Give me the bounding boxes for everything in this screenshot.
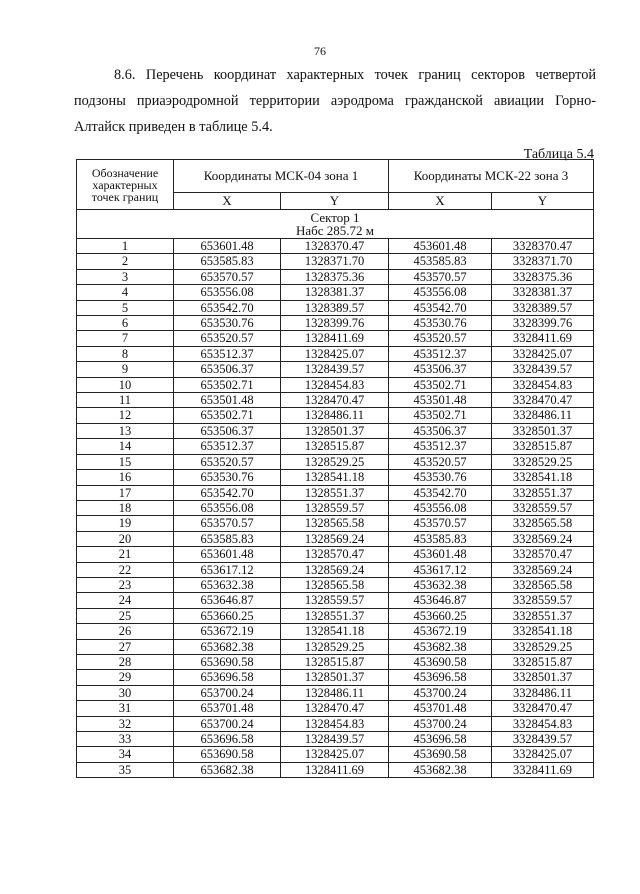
cell-point-number: 26 — [77, 624, 174, 639]
cell-point-number: 5 — [77, 300, 174, 315]
cell-point-number: 31 — [77, 701, 174, 716]
cell-msk22-y: 3328486.11 — [492, 408, 594, 423]
cell-msk04-x: 653660.25 — [174, 608, 281, 623]
table-row — [77, 300, 594, 315]
cell-msk04-x: 653512.37 — [174, 346, 281, 361]
cell-msk04-x: 653512.37 — [174, 439, 281, 454]
cell-msk04-x: 653682.38 — [174, 639, 281, 654]
cell-point-number: 21 — [77, 547, 174, 562]
cell-msk04-y: 1328454.83 — [281, 377, 389, 392]
cell-msk04-y: 1328515.87 — [281, 654, 389, 669]
cell-msk04-y: 1328399.76 — [281, 316, 389, 331]
cell-msk22-y: 3328371.70 — [492, 254, 594, 269]
cell-msk04-x: 653502.71 — [174, 377, 281, 392]
cell-point-number: 19 — [77, 516, 174, 531]
cell-msk22-y: 3328381.37 — [492, 285, 594, 300]
cell-msk22-y: 3328389.57 — [492, 300, 594, 315]
cell-msk22-x: 453585.83 — [389, 254, 492, 269]
table-row — [77, 531, 594, 546]
cell-msk22-x: 453542.70 — [389, 300, 492, 315]
cell-msk22-y: 3328501.37 — [492, 423, 594, 438]
cell-msk04-y: 1328569.24 — [281, 562, 389, 577]
cell-point-number: 35 — [77, 762, 174, 777]
table-row — [77, 254, 594, 269]
cell-msk04-y: 1328570.47 — [281, 547, 389, 562]
cell-msk04-x: 653696.58 — [174, 670, 281, 685]
cell-msk22-x: 453512.37 — [389, 346, 492, 361]
cell-msk22-x: 453682.38 — [389, 762, 492, 777]
cell-msk04-y: 1328501.37 — [281, 670, 389, 685]
cell-msk22-x: 453556.08 — [389, 500, 492, 515]
cell-msk22-y: 3328515.87 — [492, 654, 594, 669]
cell-msk22-x: 453520.57 — [389, 331, 492, 346]
cell-msk22-x: 453506.37 — [389, 423, 492, 438]
cell-msk22-x: 453696.58 — [389, 670, 492, 685]
sector-cell — [77, 210, 594, 239]
cell-msk04-x: 653646.87 — [174, 593, 281, 608]
cell-msk04-y: 1328439.57 — [281, 362, 389, 377]
cell-point-number: 14 — [77, 439, 174, 454]
cell-msk22-y: 3328501.37 — [492, 670, 594, 685]
cell-msk04-y: 1328541.18 — [281, 470, 389, 485]
cell-msk22-y: 3328425.07 — [492, 346, 594, 361]
cell-msk22-x: 453617.12 — [389, 562, 492, 577]
cell-msk04-y: 1328565.58 — [281, 577, 389, 592]
cell-msk22-x: 453506.37 — [389, 362, 492, 377]
table-row — [77, 346, 594, 361]
table-row — [77, 423, 594, 438]
cell-point-number: 12 — [77, 408, 174, 423]
cell-msk22-x: 453502.71 — [389, 408, 492, 423]
cell-msk22-y: 3328541.18 — [492, 470, 594, 485]
cell-msk04-y: 1328425.07 — [281, 747, 389, 762]
cell-msk04-y: 1328454.83 — [281, 716, 389, 731]
cell-msk22-y: 3328470.47 — [492, 393, 594, 408]
cell-point-number: 3 — [77, 269, 174, 284]
cell-msk22-y: 3328454.83 — [492, 716, 594, 731]
table-row — [77, 547, 594, 562]
cell-msk22-x: 453501.48 — [389, 393, 492, 408]
cell-msk04-y: 1328569.24 — [281, 531, 389, 546]
cell-msk22-x: 453570.57 — [389, 269, 492, 284]
cell-msk04-x: 653585.83 — [174, 254, 281, 269]
table-row — [77, 716, 594, 731]
cell-msk22-x: 453646.87 — [389, 593, 492, 608]
cell-msk04-y: 1328381.37 — [281, 285, 389, 300]
cell-point-number: 20 — [77, 531, 174, 546]
table-row — [77, 470, 594, 485]
cell-msk04-y: 1328529.25 — [281, 454, 389, 469]
cell-msk22-x: 453556.08 — [389, 285, 492, 300]
cell-msk22-y: 3328370.47 — [492, 239, 594, 254]
table-row — [77, 485, 594, 500]
cell-msk22-x: 453530.76 — [389, 470, 492, 485]
cell-msk22-y: 3328551.37 — [492, 485, 594, 500]
cell-msk22-x: 453690.58 — [389, 747, 492, 762]
cell-msk22-x: 453601.48 — [389, 547, 492, 562]
cell-msk22-x: 453585.83 — [389, 531, 492, 546]
cell-msk22-x: 453672.19 — [389, 624, 492, 639]
cell-msk22-x: 453632.38 — [389, 577, 492, 592]
cell-msk22-y: 3328411.69 — [492, 762, 594, 777]
table-row — [77, 593, 594, 608]
cell-point-number: 28 — [77, 654, 174, 669]
table-row — [77, 439, 594, 454]
cell-msk04-x: 653701.48 — [174, 701, 281, 716]
table-row — [77, 500, 594, 515]
cell-msk04-y: 1328565.58 — [281, 516, 389, 531]
cell-msk04-x: 653700.24 — [174, 685, 281, 700]
cell-point-number: 16 — [77, 470, 174, 485]
cell-msk22-y: 3328565.58 — [492, 577, 594, 592]
cell-msk22-y: 3328375.36 — [492, 269, 594, 284]
cell-msk22-y: 3328486.11 — [492, 685, 594, 700]
cell-msk04-x: 653530.76 — [174, 316, 281, 331]
cell-msk04-y: 1328389.57 — [281, 300, 389, 315]
coordinates-table — [76, 159, 594, 778]
table-caption: Таблица 5.4 — [523, 147, 594, 162]
cell-msk22-y: 3328569.24 — [492, 531, 594, 546]
cell-msk04-x: 653601.48 — [174, 547, 281, 562]
header-msk04-x: X — [174, 193, 281, 210]
cell-msk22-y: 3328559.57 — [492, 593, 594, 608]
cell-msk04-y: 1328375.36 — [281, 269, 389, 284]
table-row — [77, 239, 594, 254]
cell-point-number: 22 — [77, 562, 174, 577]
cell-msk22-y: 3328411.69 — [492, 331, 594, 346]
cell-msk04-x: 653682.38 — [174, 762, 281, 777]
cell-point-number: 7 — [77, 331, 174, 346]
cell-msk04-x: 653542.70 — [174, 485, 281, 500]
table-row — [77, 639, 594, 654]
cell-point-number: 13 — [77, 423, 174, 438]
cell-point-number: 15 — [77, 454, 174, 469]
table-row — [77, 408, 594, 423]
cell-msk04-y: 1328559.57 — [281, 500, 389, 515]
table-row — [77, 362, 594, 377]
cell-point-number: 2 — [77, 254, 174, 269]
cell-msk04-y: 1328425.07 — [281, 346, 389, 361]
table-row — [77, 747, 594, 762]
cell-msk04-x: 653506.37 — [174, 362, 281, 377]
cell-msk22-x: 453570.57 — [389, 516, 492, 531]
table-row — [77, 670, 594, 685]
cell-point-number: 6 — [77, 316, 174, 331]
cell-msk04-x: 653632.38 — [174, 577, 281, 592]
header-msk22: Координаты МСК-22 зона 3 — [389, 160, 594, 193]
cell-msk22-y: 3328425.07 — [492, 747, 594, 762]
cell-msk04-y: 1328411.69 — [281, 762, 389, 777]
cell-msk22-y: 3328439.57 — [492, 362, 594, 377]
cell-msk22-y: 3328454.83 — [492, 377, 594, 392]
cell-msk22-x: 453601.48 — [389, 239, 492, 254]
table-row — [77, 516, 594, 531]
table-row — [77, 316, 594, 331]
cell-msk22-y: 3328551.37 — [492, 608, 594, 623]
cell-msk04-y: 1328559.57 — [281, 593, 389, 608]
table-row — [77, 654, 594, 669]
cell-msk04-y: 1328515.87 — [281, 439, 389, 454]
cell-msk04-y: 1328486.11 — [281, 408, 389, 423]
table-header — [77, 160, 594, 210]
header-designation: Обозначение характерных точек границ — [77, 160, 174, 210]
cell-msk22-y: 3328541.18 — [492, 624, 594, 639]
cell-msk22-x: 453530.76 — [389, 316, 492, 331]
cell-point-number: 25 — [77, 608, 174, 623]
cell-msk04-x: 653502.71 — [174, 408, 281, 423]
page-number: 76 — [314, 44, 326, 58]
cell-msk22-x: 453700.24 — [389, 716, 492, 731]
cell-msk04-x: 653617.12 — [174, 562, 281, 577]
table-body — [77, 210, 594, 778]
cell-msk22-y: 3328439.57 — [492, 732, 594, 747]
cell-msk04-x: 653690.58 — [174, 654, 281, 669]
cell-msk22-y: 3328565.58 — [492, 516, 594, 531]
cell-msk22-y: 3328559.57 — [492, 500, 594, 515]
cell-msk04-x: 653570.57 — [174, 516, 281, 531]
table-row — [77, 762, 594, 777]
cell-msk22-y: 3328570.47 — [492, 547, 594, 562]
cell-msk04-x: 653672.19 — [174, 624, 281, 639]
cell-msk04-x: 653520.57 — [174, 454, 281, 469]
table-row — [77, 562, 594, 577]
cell-msk22-y: 3328515.87 — [492, 439, 594, 454]
header-msk22-y: Y — [492, 193, 594, 210]
cell-msk04-x: 653501.48 — [174, 393, 281, 408]
cell-point-number: 4 — [77, 285, 174, 300]
cell-msk04-x: 653506.37 — [174, 423, 281, 438]
cell-msk04-y: 1328486.11 — [281, 685, 389, 700]
table-row — [77, 393, 594, 408]
cell-point-number: 1 — [77, 239, 174, 254]
table-row — [77, 685, 594, 700]
cell-msk04-x: 653696.58 — [174, 732, 281, 747]
cell-msk22-x: 453690.58 — [389, 654, 492, 669]
cell-point-number: 29 — [77, 670, 174, 685]
cell-msk04-y: 1328470.47 — [281, 393, 389, 408]
table-row — [77, 331, 594, 346]
cell-msk04-y: 1328470.47 — [281, 701, 389, 716]
cell-msk04-y: 1328551.37 — [281, 608, 389, 623]
cell-msk04-x: 653556.08 — [174, 500, 281, 515]
cell-point-number: 8 — [77, 346, 174, 361]
table-row — [77, 285, 594, 300]
cell-point-number: 27 — [77, 639, 174, 654]
cell-msk22-x: 453701.48 — [389, 701, 492, 716]
cell-msk22-x: 453502.71 — [389, 377, 492, 392]
cell-msk04-y: 1328529.25 — [281, 639, 389, 654]
table-row — [77, 577, 594, 592]
table-row — [77, 732, 594, 747]
cell-msk22-x: 453512.37 — [389, 439, 492, 454]
cell-msk22-x: 453700.24 — [389, 685, 492, 700]
cell-msk04-x: 653530.76 — [174, 470, 281, 485]
table-row — [77, 608, 594, 623]
cell-msk04-x: 653601.48 — [174, 239, 281, 254]
header-msk22-x: X — [389, 193, 492, 210]
table-row — [77, 377, 594, 392]
cell-msk04-y: 1328551.37 — [281, 485, 389, 500]
sector-height: Набс 285.72 м — [295, 223, 375, 238]
cell-point-number: 30 — [77, 685, 174, 700]
cell-msk22-x: 453660.25 — [389, 608, 492, 623]
cell-point-number: 9 — [77, 362, 174, 377]
cell-point-number: 32 — [77, 716, 174, 731]
header-msk04: Координаты МСК-04 зона 1 — [174, 160, 389, 193]
cell-msk04-y: 1328439.57 — [281, 732, 389, 747]
cell-point-number: 10 — [77, 377, 174, 392]
cell-point-number: 34 — [77, 747, 174, 762]
cell-msk04-y: 1328371.70 — [281, 254, 389, 269]
intro-paragraph: 8.6. Перечень координат характерных точек границ секторов четвертой подзоны приаэродромной территории аэродрома гражданской авиации Горно-Алтайск приведен в таблице 5.4. — [74, 67, 596, 135]
table-row — [77, 269, 594, 284]
sector-row — [77, 210, 594, 239]
cell-msk22-y: 3328470.47 — [492, 701, 594, 716]
cell-msk04-x: 653542.70 — [174, 300, 281, 315]
cell-msk22-x: 453542.70 — [389, 485, 492, 500]
table-row — [77, 624, 594, 639]
cell-msk22-x: 453682.38 — [389, 639, 492, 654]
cell-msk04-y: 1328541.18 — [281, 624, 389, 639]
cell-msk22-y: 3328529.25 — [492, 454, 594, 469]
cell-point-number: 33 — [77, 732, 174, 747]
header-msk04-y: Y — [281, 193, 389, 210]
cell-msk04-y: 1328370.47 — [281, 239, 389, 254]
cell-msk22-y: 3328529.25 — [492, 639, 594, 654]
cell-point-number: 24 — [77, 593, 174, 608]
cell-point-number: 11 — [77, 393, 174, 408]
cell-msk22-y: 3328399.76 — [492, 316, 594, 331]
cell-msk04-x: 653700.24 — [174, 716, 281, 731]
cell-msk22-x: 453696.58 — [389, 732, 492, 747]
cell-msk22-x: 453520.57 — [389, 454, 492, 469]
cell-msk04-y: 1328411.69 — [281, 331, 389, 346]
cell-point-number: 17 — [77, 485, 174, 500]
cell-msk04-x: 653585.83 — [174, 531, 281, 546]
cell-point-number: 23 — [77, 577, 174, 592]
cell-point-number: 18 — [77, 500, 174, 515]
cell-msk04-x: 653690.58 — [174, 747, 281, 762]
sector-name: Сектор 1 — [310, 210, 360, 225]
cell-msk04-y: 1328501.37 — [281, 423, 389, 438]
table-row — [77, 701, 594, 716]
table-row — [77, 454, 594, 469]
cell-msk04-x: 653570.57 — [174, 269, 281, 284]
cell-msk04-x: 653520.57 — [174, 331, 281, 346]
cell-msk04-x: 653556.08 — [174, 285, 281, 300]
cell-msk22-y: 3328569.24 — [492, 562, 594, 577]
